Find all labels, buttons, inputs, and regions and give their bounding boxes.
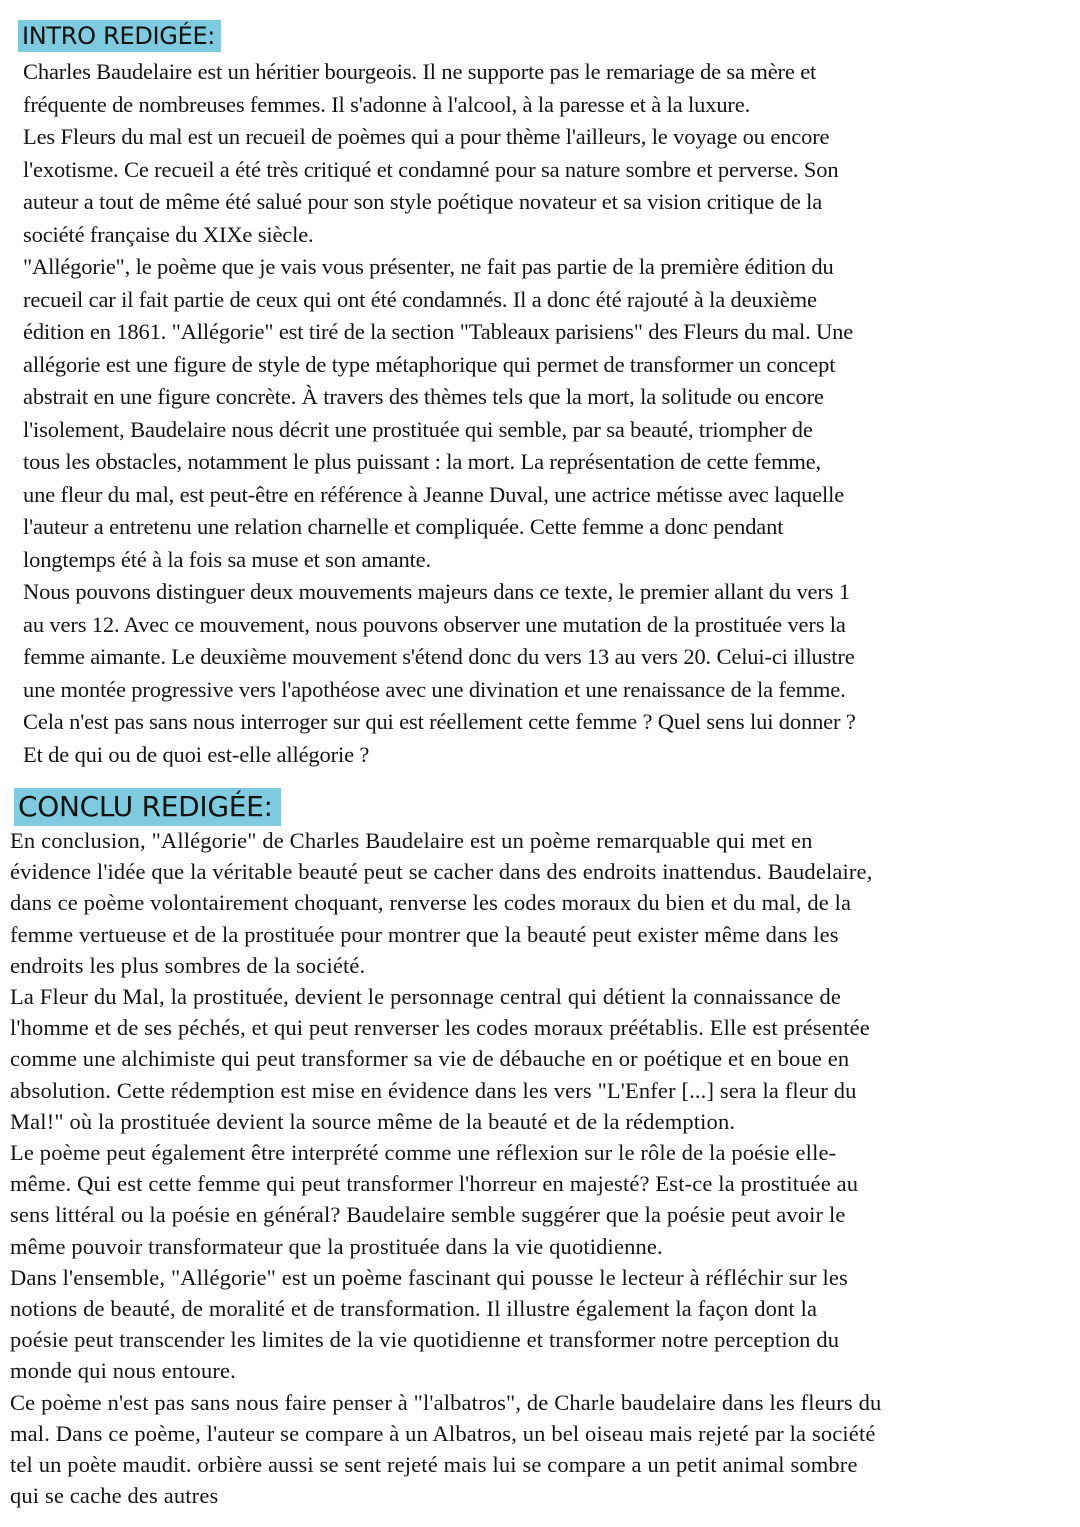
intro-line: l'isolement, Baudelaire nous décrit une prostituée qui semble, par sa beauté, triompher de — [23, 416, 813, 442]
conclusion-line: En conclusion, "Allégorie" de Charles Baudelaire est un poème remarquable qui met en — [10, 828, 813, 853]
intro-line: auteur a tout de même été salué pour son style poétique novateur et sa vision critique de la — [23, 189, 823, 214]
intro-line: longtemps été à la fois sa muse et son amante. — [23, 546, 431, 572]
conclusion-line: Dans l'ensemble, "Allégorie" est un poème fascinant qui pousse le lecteur à réfléchir sur les — [10, 1264, 848, 1290]
intro-line: Et de qui ou de quoi est-elle allégorie ? — [23, 741, 370, 767]
conclusion-line: l'homme et de ses péchés, et qui peut renverser les codes moraux préétablis. Elle est présentée — [10, 1015, 870, 1041]
intro-line: édition en 1861. "Allégorie" est tiré de la section "Tableaux parisiens" des Fleurs du mal. Une — [23, 319, 854, 344]
intro-line: abstrait en une figure concrète. À travers des thèmes tels que la mort, la solitude ou encore — [23, 384, 824, 409]
conclusion-line: même. Qui est cette femme qui peut transformer l'horreur en majesté? Est-ce la prostituée au — [10, 1171, 859, 1197]
intro-line: l'exotisme. Ce recueil a été très critiqué et condamné pour sa nature sombre et perverse. Son — [23, 156, 839, 182]
intro-line: fréquente de nombreuses femmes. Il s'adonne à l'alcool, à la paresse et à la luxure. — [23, 91, 751, 117]
intro-line: allégorie est une figure de style de type métaphorique qui permet de transformer un concept — [23, 351, 836, 377]
intro-line: tous les obstacles, notamment le plus puissant : la mort. La représentation de cette femme, — [23, 449, 821, 474]
intro-line: Charles Baudelaire est un héritier bourgeois. Il ne supporte pas le remariage de sa mère et — [23, 59, 817, 84]
conclusion-line: évidence l'idée que la véritable beauté peut se cacher dans des endroits inattendus. Baudelaire, — [10, 859, 873, 885]
intro-paragraphs — [23, 56, 1073, 771]
conclusion-line: Mal!" où la prostituée devient la source même de la beauté et de la rédemption. — [10, 1108, 736, 1134]
intro-line: une montée progressive vers l'apothéose avec une divination et une renaissance de la femme. — [23, 676, 846, 702]
conclusion-line: notions de beauté, de moralité et de transformation. Il illustre également la façon dont la — [10, 1296, 818, 1322]
conclusion-line: qui se cache des autres — [10, 1483, 219, 1509]
conclusion-line: même pouvoir transformateur que la prostituée dans la vie quotidienne. — [10, 1233, 663, 1259]
conclusion-line: dans ce poème volontairement choquant, renverse les codes moraux du bien et du mal, de la — [10, 890, 852, 916]
conclusion-line: femme vertueuse et de la prostituée pour montrer que la beauté peut exister même dans les — [10, 921, 839, 947]
conclusion-line: mal. Dans ce poème, l'auteur se compare à un Albatros, un bel oiseau mais rejeté par la société — [10, 1420, 876, 1446]
intro-line: une fleur du mal, est peut-être en référence à Jeanne Duval, une actrice métisse avec laquelle — [23, 481, 845, 507]
intro-line: au vers 12. Avec ce mouvement, nous pouvons observer une mutation de la prostituée vers la — [23, 611, 846, 637]
conclusion-line: endroits les plus sombres de la société. — [10, 952, 366, 978]
intro-line: société française du XIXe siècle. — [23, 221, 314, 247]
intro-line: Cela n'est pas sans nous interroger sur qui est réellement cette femme ? Quel sens lui donner ? — [23, 709, 856, 734]
conclusion-paragraphs — [10, 825, 1070, 1511]
conclusion-line: sens littéral ou la poésie en général? Baudelaire semble suggérer que la poésie peut avoir le — [10, 1202, 846, 1228]
conclusion-heading: CONCLU REDIGÉE: — [14, 788, 281, 826]
conclusion-line: absolution. Cette rédemption est mise en évidence dans les vers "L'Enfer [...] sera la fleur du — [10, 1077, 857, 1103]
intro-heading: INTRO REDIGÉE: — [18, 20, 221, 52]
conclusion-line: monde qui nous entoure. — [10, 1358, 236, 1384]
conclusion-line: poésie peut transcender les limites de la vie quotidienne et transformer notre perception du — [10, 1327, 840, 1353]
conclusion-line: comme une alchimiste qui peut transformer sa vie de débauche en or poétique et en boue en — [10, 1046, 850, 1072]
intro-line: "Allégorie", le poème que je vais vous présenter, ne fait pas partie de la première édition du — [23, 254, 834, 279]
intro-line: femme aimante. Le deuxième mouvement s'étend donc du vers 13 au vers 20. Celui-ci illustre — [23, 644, 855, 669]
intro-line: recueil car il fait partie de ceux qui ont été condamnés. Il a donc été rajouté à la deuxième — [23, 286, 817, 312]
conclusion-line: Ce poème n'est pas sans nous faire penser à "l'albatros", de Charle baudelaire dans les fleurs du — [10, 1389, 882, 1415]
intro-line: Nous pouvons distinguer deux mouvements majeurs dans ce texte, le premier allant du vers 1 — [23, 579, 850, 604]
conclusion-line: tel un poète maudit. orbière aussi se sent rejeté mais lui se compare a un petit animal sombre — [10, 1452, 858, 1478]
intro-line: l'auteur a entretenu une relation charnelle et compliquée. Cette femme a donc pendant — [23, 514, 784, 539]
conclusion-line: La Fleur du Mal, la prostituée, devient le personnage central qui détient la connaissance de — [10, 984, 842, 1010]
conclusion-line: Le poème peut également être interprété comme une réflexion sur le rôle de la poésie elle- — [10, 1140, 837, 1166]
intro-line: Les Fleurs du mal est un recueil de poèmes qui a pour thème l'ailleurs, le voyage ou encore — [23, 124, 830, 149]
